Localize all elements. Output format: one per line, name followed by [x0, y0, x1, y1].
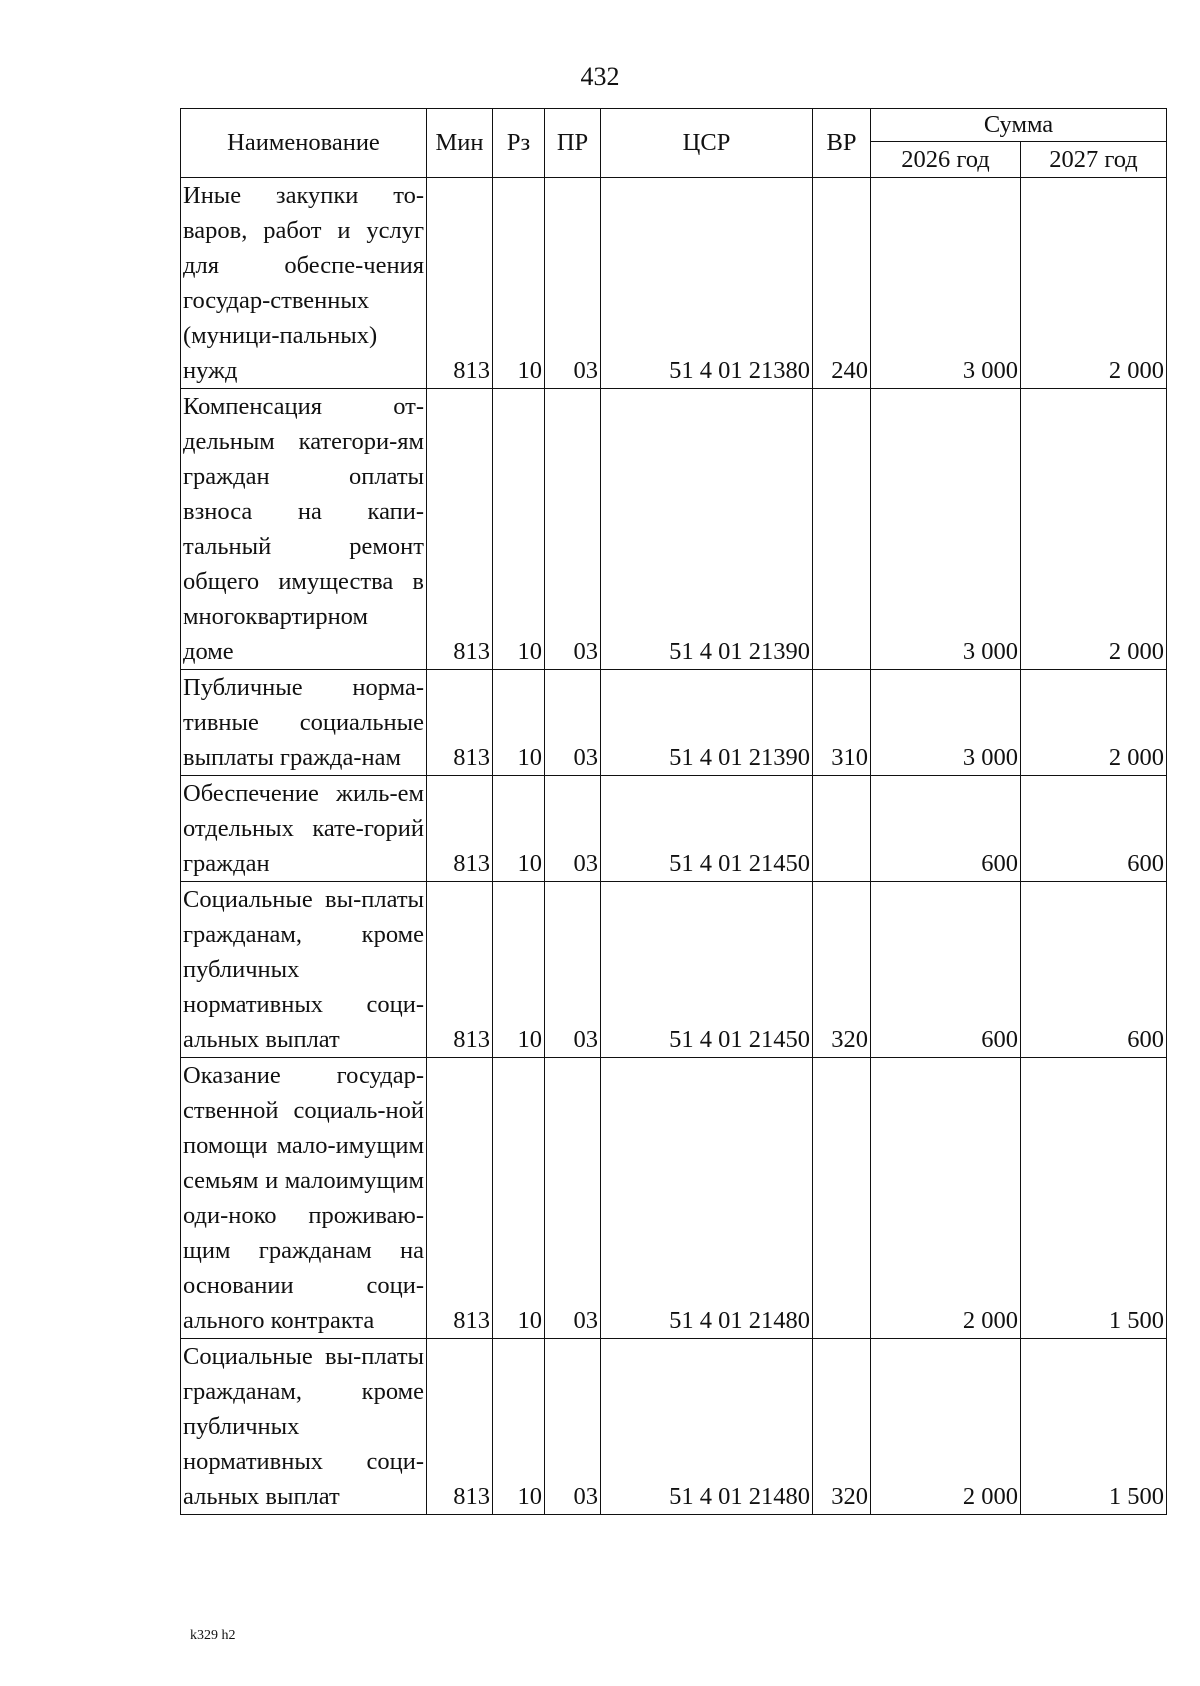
cell-csr: 51 4 01 21380 [601, 178, 813, 389]
table-row [181, 1058, 1167, 1339]
cell-vr: 320 [813, 1339, 871, 1515]
cell-name: Социальные вы-платы гражданам, кроме публичных нормативных соци-альных выплат [181, 882, 427, 1058]
header-vr: ВР [813, 109, 871, 178]
cell-vr: 320 [813, 882, 871, 1058]
cell-name: Публичные норма-тивные социальные выплаты гражда-нам [181, 670, 427, 776]
cell-rz: 10 [493, 1339, 545, 1515]
cell-sum-2027: 1 500 [1021, 1339, 1167, 1515]
cell-sum-2026: 3 000 [871, 389, 1021, 670]
cell-csr: 51 4 01 21450 [601, 776, 813, 882]
cell-pr: 03 [545, 776, 601, 882]
cell-rz: 10 [493, 389, 545, 670]
cell-sum-2026: 3 000 [871, 178, 1021, 389]
header-csr: ЦСР [601, 109, 813, 178]
header-name: Наименование [181, 109, 427, 178]
cell-sum-2026: 2 000 [871, 1058, 1021, 1339]
page-number: 432 [580, 62, 620, 91]
table-row [181, 670, 1167, 776]
cell-min: 813 [427, 776, 493, 882]
cell-sum-2027: 2 000 [1021, 670, 1167, 776]
cell-rz: 10 [493, 1058, 545, 1339]
header-year-2027: 2027 год [1021, 142, 1167, 178]
cell-vr: 310 [813, 670, 871, 776]
table-row [181, 776, 1167, 882]
budget-table [180, 108, 1167, 1515]
cell-sum-2027: 1 500 [1021, 1058, 1167, 1339]
cell-min: 813 [427, 1339, 493, 1515]
table-row [181, 389, 1167, 670]
header-pr: ПР [545, 109, 601, 178]
cell-rz: 10 [493, 670, 545, 776]
cell-csr: 51 4 01 21390 [601, 389, 813, 670]
cell-sum-2026: 600 [871, 882, 1021, 1058]
cell-pr: 03 [545, 670, 601, 776]
cell-sum-2027: 600 [1021, 776, 1167, 882]
cell-sum-2027: 2 000 [1021, 178, 1167, 389]
footer-code: k329 h2 [190, 1628, 236, 1643]
cell-min: 813 [427, 1058, 493, 1339]
cell-pr: 03 [545, 1058, 601, 1339]
cell-pr: 03 [545, 178, 601, 389]
cell-pr: 03 [545, 389, 601, 670]
cell-sum-2026: 2 000 [871, 1339, 1021, 1515]
header-year-2026: 2026 год [871, 142, 1021, 178]
cell-sum-2027: 2 000 [1021, 389, 1167, 670]
cell-min: 813 [427, 882, 493, 1058]
cell-csr: 51 4 01 21390 [601, 670, 813, 776]
table-row [181, 178, 1167, 389]
cell-csr: 51 4 01 21450 [601, 882, 813, 1058]
cell-csr: 51 4 01 21480 [601, 1058, 813, 1339]
cell-vr [813, 776, 871, 882]
header-min: Мин [427, 109, 493, 178]
cell-vr [813, 389, 871, 670]
header-rz: Рз [493, 109, 545, 178]
cell-sum-2026: 3 000 [871, 670, 1021, 776]
cell-name: Обеспечение жиль-ем отдельных кате-горий граждан [181, 776, 427, 882]
cell-pr: 03 [545, 882, 601, 1058]
cell-rz: 10 [493, 178, 545, 389]
cell-rz: 10 [493, 776, 545, 882]
cell-name: Иные закупки то-варов, работ и услуг для обеспе-чения государ-ственных (муници-пальных) нужд [181, 178, 427, 389]
cell-name: Социальные вы-платы гражданам, кроме публичных нормативных соци-альных выплат [181, 1339, 427, 1515]
cell-name: Оказание государ-ственной социаль-ной помощи мало-имущим семьям и малоимущим оди-ноко проживаю-щим гражданам на основании соци-ального контракта [181, 1058, 427, 1339]
table-row [181, 882, 1167, 1058]
table-header [181, 109, 1167, 178]
cell-vr: 240 [813, 178, 871, 389]
header-sum: Сумма [871, 109, 1167, 142]
cell-min: 813 [427, 389, 493, 670]
cell-min: 813 [427, 670, 493, 776]
cell-min: 813 [427, 178, 493, 389]
cell-csr: 51 4 01 21480 [601, 1339, 813, 1515]
table-row [181, 1339, 1167, 1515]
cell-rz: 10 [493, 882, 545, 1058]
cell-pr: 03 [545, 1339, 601, 1515]
cell-name: Компенсация от-дельным категори-ям граждан оплаты взноса на капи-тальный ремонт общего имущества в многоквартирном доме [181, 389, 427, 670]
cell-vr [813, 1058, 871, 1339]
cell-sum-2026: 600 [871, 776, 1021, 882]
cell-sum-2027: 600 [1021, 882, 1167, 1058]
